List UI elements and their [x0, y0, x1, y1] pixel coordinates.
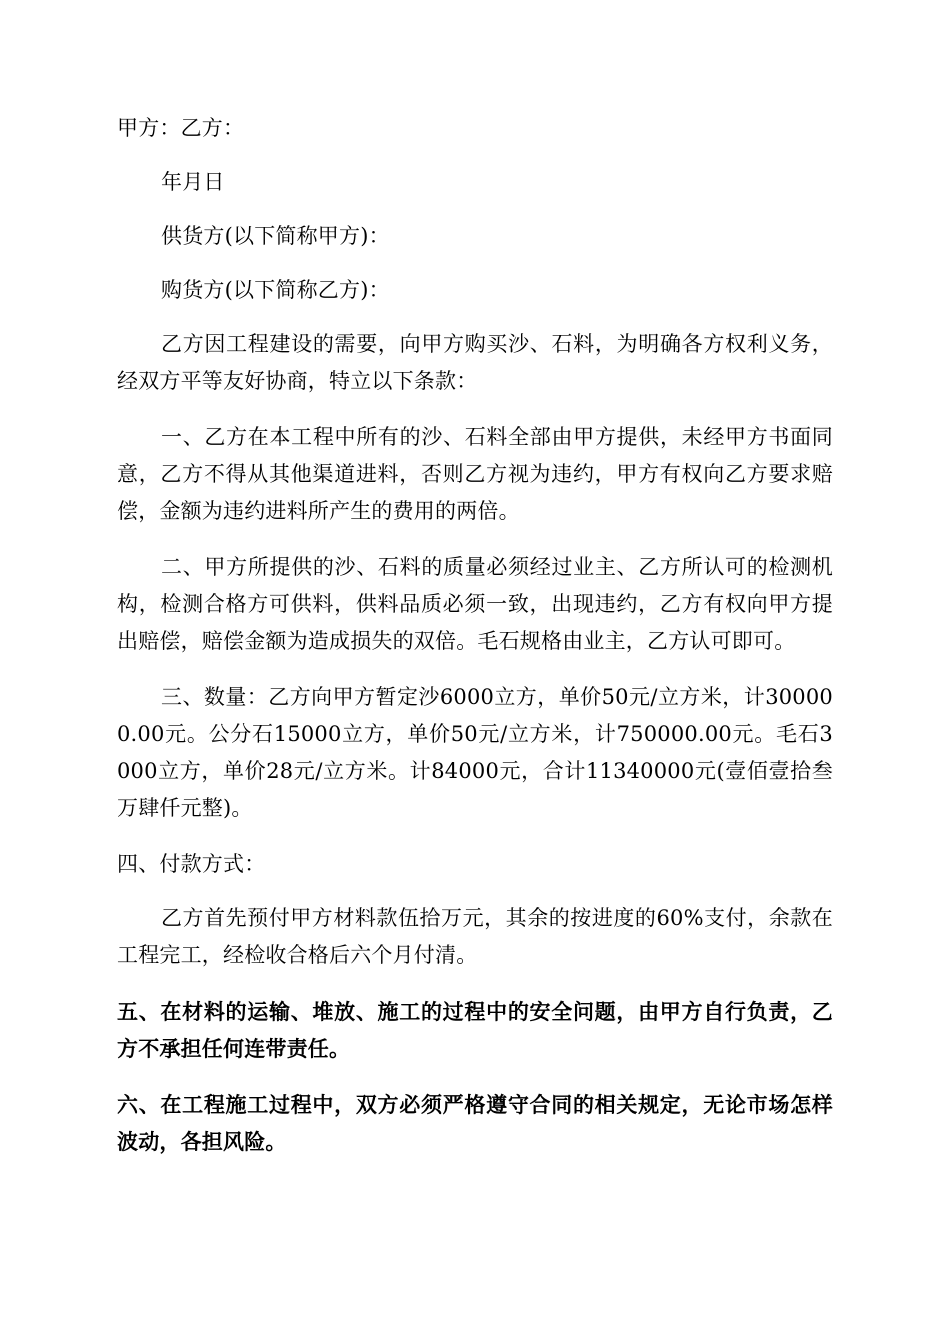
contract-document	[117, 110, 833, 1160]
clause-5: 五、在材料的运输、堆放、施工的过程中的安全问题，由甲方自行负责，乙方不承担任何连带责任。	[117, 999, 833, 1061]
clause-2: 二、甲方所提供的沙、石料的质量必须经过业主、乙方所认可的检测机构，检测合格方可供料，供料品质必须一致，出现违约，乙方有权向甲方提出赔偿，赔偿金额为造成损失的双倍。毛石规格由业主，乙方认可即可。	[117, 555, 833, 653]
clause-4-body: 乙方首先预付甲方材料款伍拾万元，其余的按进度的60%支付，余款在工程完工，经检收合格后六个月付清。	[117, 906, 833, 967]
clause-6: 六、在工程施工过程中，双方必须严格遵守合同的相关规定，无论市场怎样波动，各担风险。	[117, 1092, 833, 1154]
preamble-paragraph: 乙方因工程建设的需要，向甲方购买沙、石料，为明确各方权利义务，经双方平等友好协商，特立以下条款：	[117, 332, 833, 393]
buyer-line: 购货方(以下简称乙方)：	[161, 278, 390, 302]
date-line: 年月日	[161, 170, 225, 194]
clause-3: 三、数量：乙方向甲方暂定沙6000立方，单价50元/立方米，计300000.00元。公分石15000立方，单价50元/立方米，计750000.00元。毛石3000立方，单价28元/立方米。计84000元，合计11340000元(壹佰壹拾叁万肆仟元整)。	[117, 685, 833, 820]
supplier-line: 供货方(以下简称甲方)：	[161, 224, 390, 248]
clause-1: 一、乙方在本工程中所有的沙、石料全部由甲方提供，未经甲方书面同意，乙方不得从其他渠道进料，否则乙方视为违约，甲方有权向乙方要求赔偿，金额为违约进料所产生的费用的两倍。	[117, 425, 833, 523]
clause-4-heading: 四、付款方式：	[117, 852, 266, 876]
parties-line: 甲方：乙方：	[117, 116, 245, 140]
